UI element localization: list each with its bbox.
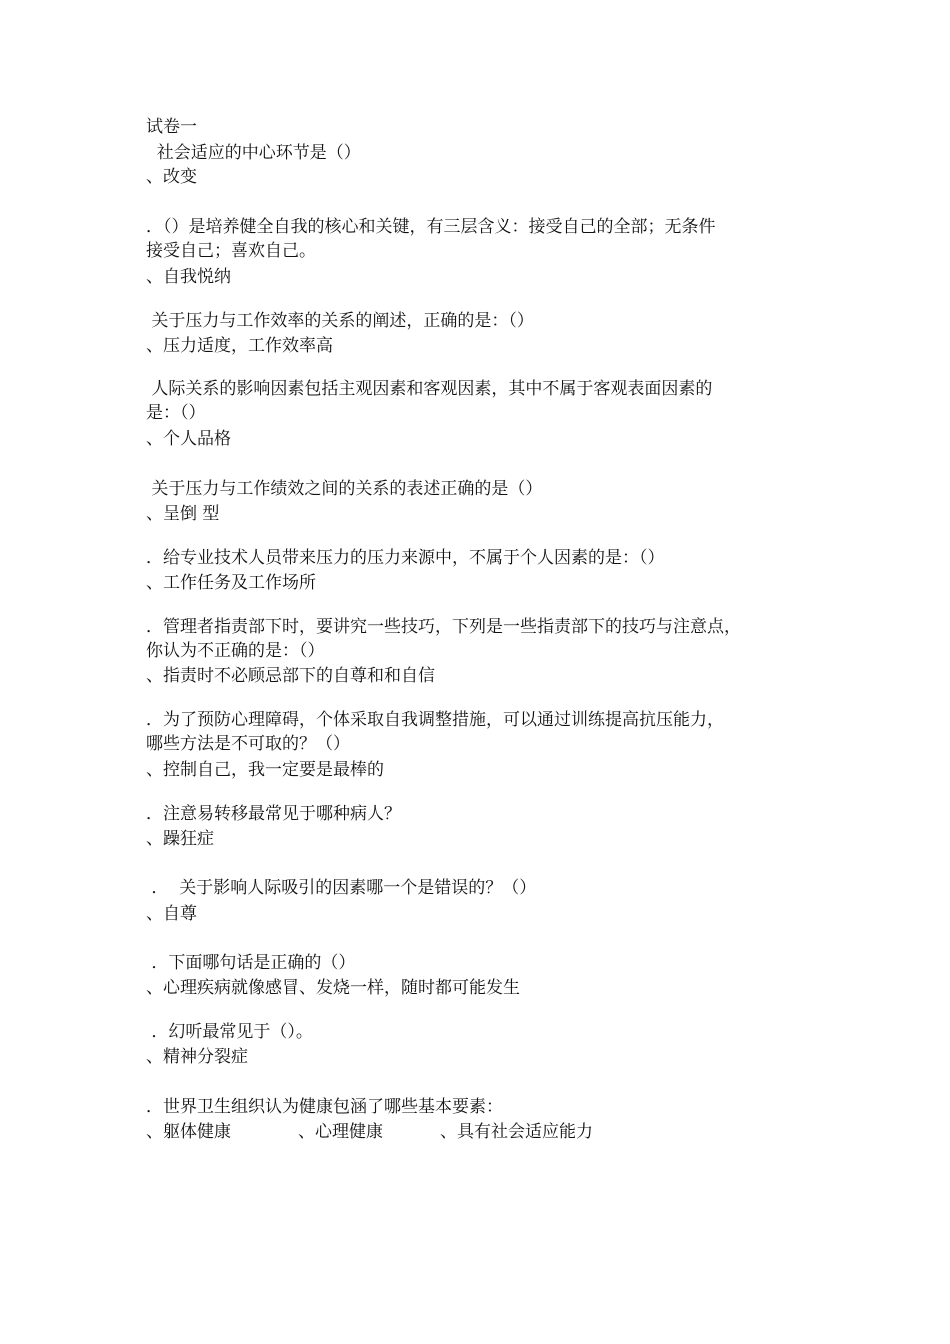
question-9-answer: 、躁狂症 [146, 829, 214, 849]
question-13-answer-b: 、心理健康 [298, 1122, 383, 1142]
question-9-line-1: ．注意易转移最常见于哪种病人？ [146, 804, 401, 824]
question-7-answer: 、指责时不必顾忌部下的自尊和和自信 [146, 666, 435, 686]
question-12-line-1: ．幻听最常见于（）。 [146, 1022, 313, 1042]
question-10-answer: 、自尊 [146, 904, 197, 924]
question-6-line-1: ．给专业技术人员带来压力的压力来源中，不属于个人因素的是：（） [146, 548, 665, 568]
question-13-line-1: ．世界卫生组织认为健康包涵了哪些基本要素： [146, 1097, 503, 1117]
question-11-line-1: ．下面哪句话是正确的（） [146, 953, 356, 973]
question-7-line-1: ．管理者指责部下时，要讲究一些技巧，下列是一些指责部下的技巧与注意点， [146, 617, 741, 637]
question-13-answer-a: 、躯体健康 [146, 1122, 231, 1142]
question-3-answer: 、压力适度，工作效率高 [146, 336, 333, 356]
question-8-line-2: 哪些方法是不可取的？（） [146, 734, 350, 754]
question-11-answer: 、心理疾病就像感冒、发烧一样，随时都可能发生 [146, 978, 520, 998]
question-6-answer: 、工作任务及工作场所 [146, 573, 316, 593]
question-1-answer: 、改变 [146, 167, 197, 187]
question-2-answer: 、自我悦纳 [146, 267, 231, 287]
question-2-line-2: 接受自己；喜欢自己。 [146, 241, 316, 261]
question-12-answer: 、精神分裂症 [146, 1047, 248, 1067]
question-4-line-1: 人际关系的影响因素包括主观因素和客观因素，其中不属于客观表面因素的 [146, 379, 713, 399]
question-4-answer: 、个人品格 [146, 429, 231, 449]
question-10-line-1: ． 关于影响人际吸引的因素哪一个是错误的？（） [146, 878, 537, 898]
question-7-line-2: 你认为不正确的是：（） [146, 641, 325, 661]
question-5-line-1: 关于压力与工作绩效之间的关系的表述正确的是（） [146, 479, 543, 499]
question-13-answer-c: 、具有社会适应能力 [440, 1122, 593, 1142]
question-8-answer: 、控制自己，我一定要是最棒的 [146, 760, 384, 780]
question-4-line-2: 是：（） [146, 403, 206, 423]
question-2-line-1: ．（）是培养健全自我的核心和关键，有三层含义：接受自己的全部；无条件 [146, 217, 716, 237]
question-3-line-1: 关于压力与工作效率的关系的阐述，正确的是：（） [146, 311, 534, 331]
question-8-line-1: ．为了预防心理障碍，个体采取自我调整措施，可以通过训练提高抗压能力， [146, 710, 724, 730]
question-5-answer: 、呈倒 型 [146, 504, 220, 524]
question-1-line-1: 社会适应的中心环节是（） [146, 143, 361, 163]
page-title: 试卷一 [146, 117, 197, 137]
